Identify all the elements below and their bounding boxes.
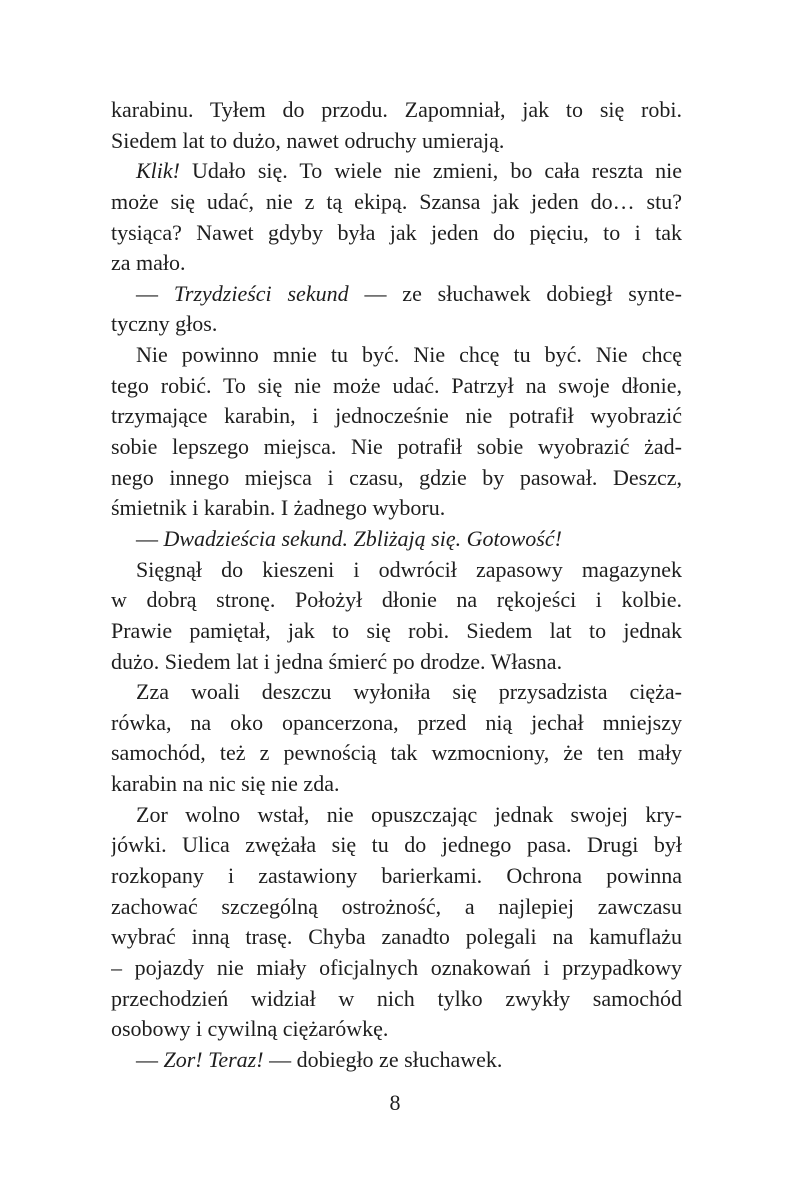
text-line bbox=[111, 800, 682, 831]
text-segment: karabin na nic się nie zda. bbox=[111, 771, 340, 797]
text-segment: jówki. Ulica zwężała się tu do jednego pasa. Drugi był bbox=[111, 832, 682, 858]
text-segment: osobowy i cywilną ciężarówkę. bbox=[111, 1016, 389, 1042]
text-line bbox=[111, 892, 682, 923]
italic-text: Zor! Teraz! bbox=[163, 1046, 264, 1072]
text-line bbox=[111, 463, 682, 494]
italic-text: Trzydzieści sekund bbox=[173, 280, 349, 306]
italic-text: Dwadzieścia sekund. Zbliżają się. Gotowość! bbox=[163, 525, 562, 551]
text-segment: Nie powinno mnie tu być. Nie chcę tu być. Nie chcę bbox=[136, 342, 682, 368]
text-segment: karabinu. Tyłem do przodu. Zapomniał, jak to się robi. bbox=[111, 97, 682, 122]
text-line bbox=[111, 279, 682, 310]
text-segment: Prawie pamiętał, jak to się robi. Siedem lat to jednak bbox=[111, 617, 682, 643]
text-line bbox=[111, 95, 682, 126]
text-segment: Zza woali deszczu wyłoniła się przysadzista cięża- bbox=[136, 679, 682, 705]
text-segment: — bbox=[136, 525, 164, 551]
text-segment: Udało się. To wiele nie zmieni, bo cała reszta nie bbox=[180, 158, 682, 184]
text-line bbox=[111, 616, 682, 647]
text-segment: Zor wolno wstał, nie opuszczając jednak swojej kry- bbox=[136, 801, 682, 827]
text-line bbox=[111, 309, 682, 340]
text-line bbox=[111, 493, 682, 524]
text-segment: zachować szczególną ostrożność, a najlepiej zawczasu bbox=[111, 893, 682, 919]
text-line bbox=[111, 1045, 682, 1076]
text-segment: samochód, też z pewnością tak wzmocniony, że ten mały bbox=[111, 740, 682, 766]
text-segment: – pojazdy nie miały oficjalnych oznakowań i przypadkowy bbox=[111, 954, 682, 980]
text-line bbox=[111, 187, 682, 218]
text-line bbox=[111, 524, 682, 555]
text-segment: Sięgnął do kieszeni i odwrócił zapasowy magazynek bbox=[136, 556, 682, 582]
text-segment: Siedem lat to dużo, nawet odruchy umierają. bbox=[111, 127, 505, 153]
text-line bbox=[111, 738, 682, 769]
text-segment: trzymające karabin, i jednocześnie nie potrafił wyobrazić bbox=[111, 403, 682, 429]
text-segment: — ze słuchawek dobiegł synte- bbox=[348, 280, 682, 306]
text-segment: w dobrą stronę. Położył dłonie na rękojeści i kolbie. bbox=[111, 587, 682, 613]
text-segment: za mało. bbox=[111, 250, 186, 276]
text-segment: tego robić. To się nie może udać. Patrzył na swoje dłonie, bbox=[111, 372, 682, 398]
text-line bbox=[111, 1014, 682, 1045]
text-line bbox=[111, 984, 682, 1015]
text-line bbox=[111, 769, 682, 800]
text-segment: śmietnik i karabin. I żadnego wyboru. bbox=[111, 495, 446, 521]
text-line bbox=[111, 677, 682, 708]
text-line bbox=[111, 371, 682, 402]
text-line bbox=[111, 708, 682, 739]
book-page-body bbox=[111, 95, 682, 1076]
text-segment: — bbox=[136, 1046, 164, 1072]
text-segment: tyczny głos. bbox=[111, 311, 218, 337]
text-line bbox=[111, 861, 682, 892]
text-segment: nego innego miejsca i czasu, gdzie by pasował. Deszcz, bbox=[111, 464, 682, 490]
text-segment: rówka, na oko opancerzona, przed nią jechał mniejszy bbox=[111, 709, 682, 735]
text-line bbox=[111, 922, 682, 953]
text-line bbox=[111, 218, 682, 249]
text-line bbox=[111, 126, 682, 157]
text-line bbox=[111, 585, 682, 616]
text-segment: — bbox=[136, 280, 174, 306]
text-segment: sobie lepszego miejsca. Nie potrafił sobie wyobrazić żad- bbox=[111, 434, 682, 460]
text-line bbox=[111, 401, 682, 432]
text-line bbox=[111, 647, 682, 678]
text-segment: — dobiegło ze słuchawek. bbox=[263, 1046, 503, 1072]
text-segment: przechodzień widział w nich tylko zwykły samochód bbox=[111, 985, 682, 1011]
text-segment: rozkopany i zastawiony barierkami. Ochrona powinna bbox=[111, 863, 682, 889]
text-line bbox=[111, 555, 682, 586]
text-line bbox=[111, 248, 682, 279]
page-number: 8 bbox=[389, 1090, 401, 1115]
text-line bbox=[111, 953, 682, 984]
text-line bbox=[111, 340, 682, 371]
italic-text: Klik! bbox=[136, 158, 180, 184]
text-segment: tysiąca? Nawet gdyby była jak jeden do pięciu, to i tak bbox=[111, 219, 682, 245]
text-line bbox=[111, 432, 682, 463]
text-segment: wybrać inną trasę. Chyba zanadto polegali na kamuflażu bbox=[111, 924, 682, 950]
text-segment: dużo. Siedem lat i jedna śmierć po drodze. Własna. bbox=[111, 648, 563, 674]
text-line bbox=[111, 156, 682, 187]
text-segment: może się udać, nie z tą ekipą. Szansa jak jeden do… stu? bbox=[111, 188, 682, 214]
text-line bbox=[111, 830, 682, 861]
